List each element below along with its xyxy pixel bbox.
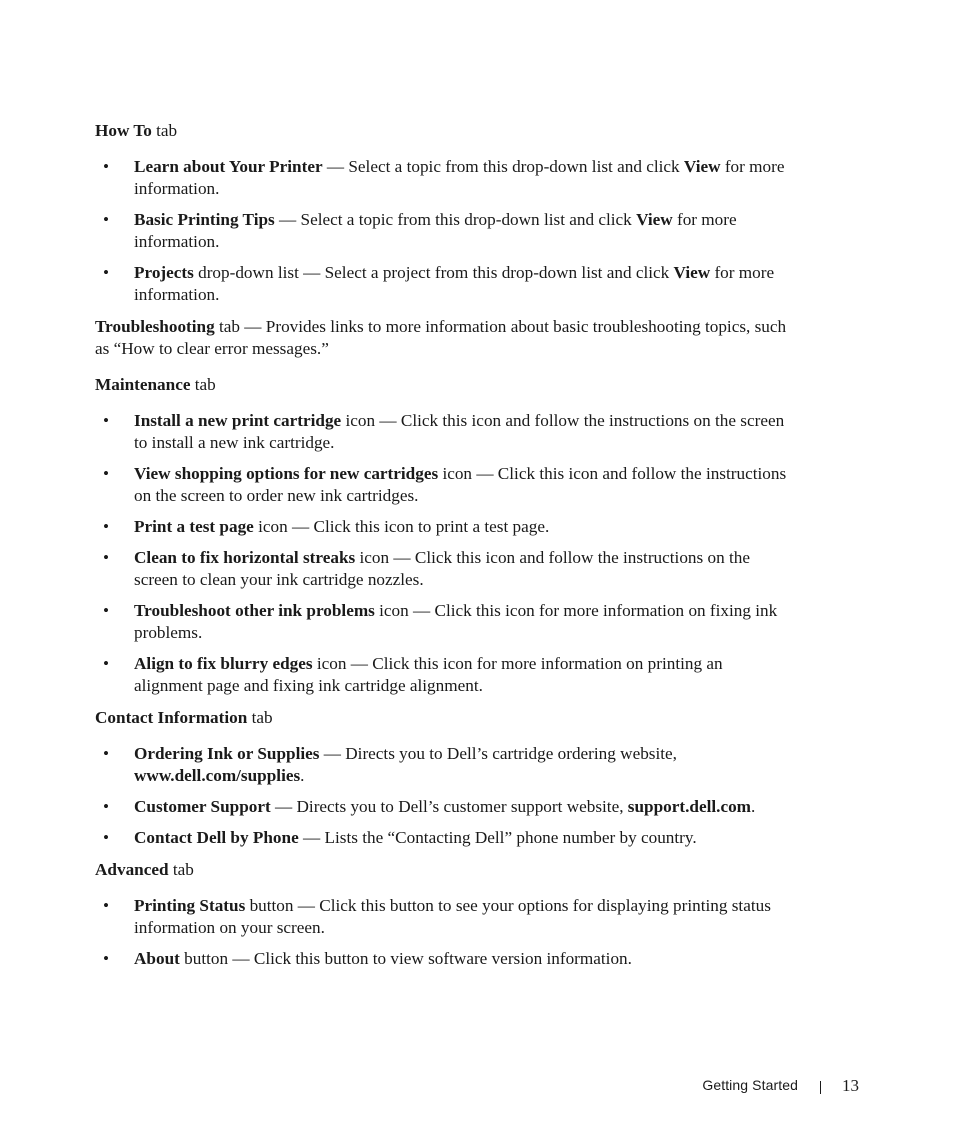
item-text: icon — Click this icon for more information on fixing ink problems.: [134, 601, 778, 642]
contact-title: Contact Information: [95, 708, 248, 727]
maintenance-suffix: tab: [190, 375, 216, 394]
howto-suffix: tab: [151, 121, 178, 140]
page-content: [95, 120, 795, 980]
footer-divider: [820, 1081, 821, 1094]
page-number: 13: [842, 1076, 859, 1095]
item-term: View shopping options for new cartridges: [134, 464, 439, 483]
maintenance-list: [95, 410, 795, 697]
item-text: button — Click this button to see your options for displaying printing status information on your screen.: [134, 896, 771, 937]
item-term: Basic Printing Tips: [134, 210, 275, 229]
advanced-suffix: tab: [168, 860, 194, 879]
supplies-url: www.dell.com/supplies: [134, 766, 301, 785]
item-term: View: [683, 157, 721, 176]
item-text: icon — Click this icon and follow the instructions on the screen to clean your ink cartridge nozzles.: [134, 548, 750, 589]
troubleshooting-paragraph: [95, 316, 795, 360]
list-item: [95, 743, 795, 787]
item-term: Align to fix blurry edges: [134, 654, 313, 673]
item-text: drop-down list — Select a project from this drop-down list and click: [193, 263, 674, 282]
bullet-icon: •: [103, 263, 110, 282]
bullet-icon: •: [103, 949, 110, 968]
list-item: [95, 948, 795, 970]
bullet-icon: •: [103, 548, 110, 567]
item-term: View: [673, 263, 711, 282]
footer-section-title: Getting Started: [702, 1077, 798, 1093]
item-text: button — Click this button to view software version information.: [179, 949, 632, 968]
advanced-list: [95, 895, 795, 970]
bullet-icon: •: [103, 517, 110, 536]
item-text: icon — Click this icon to print a test page.: [253, 517, 550, 536]
list-item: [95, 156, 795, 200]
item-text: — Select a topic from this drop-down list and click: [322, 157, 684, 176]
item-text: .: [300, 766, 305, 785]
list-item: [95, 516, 795, 538]
list-item: [95, 895, 795, 939]
list-item: [95, 600, 795, 644]
list-item: [95, 653, 795, 697]
item-term: Troubleshoot other ink problems: [134, 601, 375, 620]
item-text: — Lists the “Contacting Dell” phone number by country.: [298, 828, 697, 847]
maintenance-title: Maintenance: [95, 375, 191, 394]
item-term: Projects: [134, 263, 194, 282]
item-text: for more information.: [134, 210, 737, 251]
list-item: [95, 463, 795, 507]
bullet-icon: •: [103, 797, 110, 816]
item-term: About: [134, 949, 180, 968]
contact-list: [95, 743, 795, 849]
bullet-icon: •: [103, 654, 110, 673]
bullet-icon: •: [103, 896, 110, 915]
item-text: for more information.: [134, 263, 775, 304]
contact-heading: [95, 707, 795, 729]
list-item: [95, 796, 795, 818]
maintenance-heading: [95, 374, 795, 396]
howto-list: [95, 156, 795, 306]
item-text: icon — Click this icon for more information on printing an alignment page and fixing ink cartridge alignment.: [134, 654, 723, 695]
bullet-icon: •: [103, 828, 110, 847]
bullet-icon: •: [103, 601, 110, 620]
bullet-icon: •: [103, 157, 110, 176]
item-term: Learn about Your Printer: [134, 157, 323, 176]
item-term: View: [636, 210, 673, 229]
item-term: Customer Support: [134, 797, 271, 816]
item-text: — Directs you to Dell’s cartridge ordering website,: [319, 744, 677, 763]
item-text: .: [750, 797, 756, 816]
item-text: — Directs you to Dell’s customer support website,: [270, 797, 628, 816]
list-item: [95, 827, 795, 849]
bullet-icon: •: [103, 210, 110, 229]
bullet-icon: •: [103, 744, 110, 763]
item-text: icon — Click this icon and follow the instructions on the screen to order new ink cartridges.: [134, 464, 787, 505]
howto-title: How To: [95, 121, 152, 140]
advanced-title: Advanced: [95, 860, 169, 879]
bullet-icon: •: [103, 411, 110, 430]
howto-heading: [95, 120, 795, 142]
support-url: support.dell.com: [627, 797, 751, 816]
item-text: icon — Click this icon and follow the instructions on the screen to install a new ink cartridge.: [134, 411, 785, 452]
advanced-heading: [95, 859, 795, 881]
troubleshooting-text: tab — Provides links to more information about basic troubleshooting topics, such as “How to clear error messages.”: [95, 317, 787, 358]
list-item: [95, 547, 795, 591]
list-item: [95, 262, 795, 306]
item-term: Ordering Ink or Supplies: [134, 744, 320, 763]
contact-suffix: tab: [247, 708, 273, 727]
item-term: Contact Dell by Phone: [134, 828, 299, 847]
item-term: Clean to fix horizontal streaks: [134, 548, 356, 567]
list-item: [95, 209, 795, 253]
list-item: [95, 410, 795, 454]
item-term: Print a test page: [134, 517, 254, 536]
troubleshooting-title: Troubleshooting: [95, 317, 215, 336]
page-footer: [0, 1076, 954, 1098]
item-text: — Select a topic from this drop-down list and click: [274, 210, 637, 229]
item-term: Printing Status: [134, 896, 246, 915]
bullet-icon: •: [103, 464, 110, 483]
item-term: Install a new print cartridge: [134, 411, 342, 430]
item-text: for more information.: [134, 157, 785, 198]
